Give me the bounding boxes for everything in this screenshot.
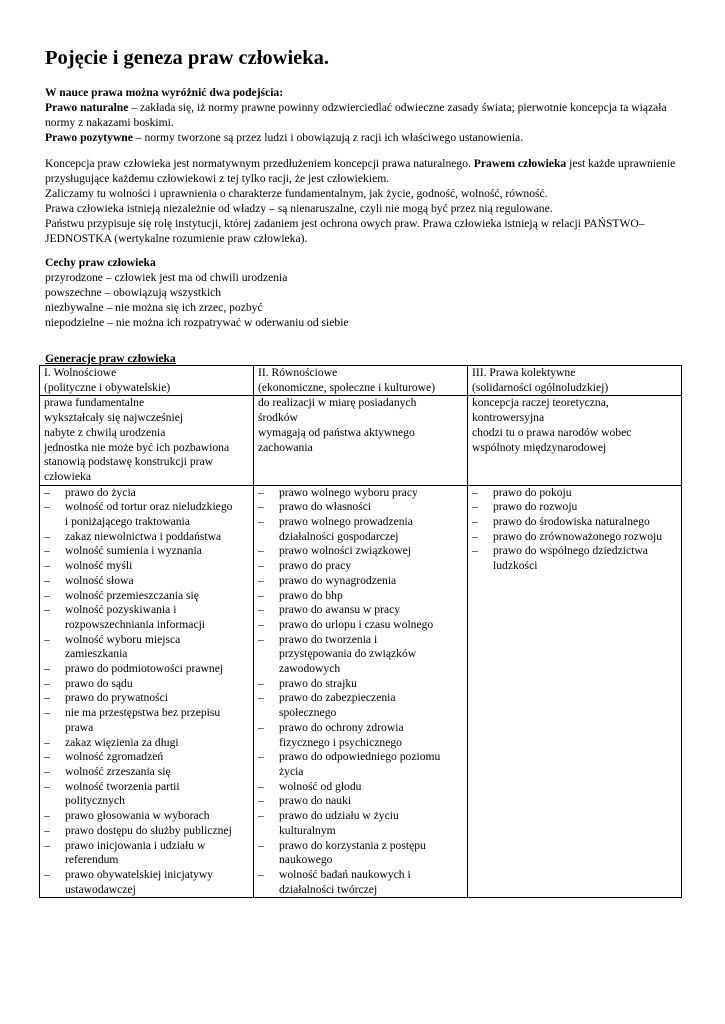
generacje-heading: Generacje praw człowieka (45, 352, 176, 365)
right-text: – prawo wolnego prowadzenia (279, 515, 413, 529)
right-list-item (44, 780, 249, 809)
description-line: zachowania (258, 440, 313, 454)
right-text: – wolność pozyskiwania i (65, 603, 177, 617)
column-description (468, 396, 682, 485)
intro-section (45, 85, 685, 145)
cechy-item: niezbywalne – nie można się ich zrzec, pozbyć (45, 301, 263, 314)
column-description (254, 396, 468, 485)
right-text: – prawo do urlopu i czasu wolnego (279, 617, 434, 631)
right-text: życia (279, 764, 304, 778)
description-line: wspólnoty międzynarodowej (472, 440, 607, 454)
right-text: – prawo do awansu w pracy (279, 603, 401, 617)
right-text: – wolność słowa (65, 573, 134, 587)
column-header: II. Równościowe (ekonomiczne, społeczne i kulturowe) (254, 366, 468, 396)
right-text: – wolność przemieszczania się (65, 588, 199, 602)
right-list-item (258, 721, 463, 750)
right-text: kulturalnym (279, 823, 336, 837)
right-text: – nie ma przestępstwa bez przepisu (65, 706, 221, 720)
description-line: wymagają od państwa aktywnego (258, 425, 415, 439)
right-list-item (44, 530, 249, 545)
right-text: – prawo do sądu (65, 676, 133, 690)
right-text: – wolność wyboru miejsca (65, 632, 181, 646)
right-list-item (258, 486, 463, 501)
right-list-item (44, 559, 249, 574)
description-line: koncepcja raczej teoretyczna, (472, 396, 609, 410)
right-text: – prawo do prywatności (65, 691, 169, 705)
right-text: – prawo wolnego wyboru pracy (279, 485, 418, 499)
right-list-item (44, 677, 249, 692)
right-text: – prawo do środowiska naturalnego (493, 515, 650, 529)
right-list-item (44, 574, 249, 589)
right-text: – wolność zrzeszania się (65, 764, 171, 778)
page-title: Pojęcie i geneza praw człowieka. (45, 47, 330, 69)
right-list-item (258, 589, 463, 604)
right-list-item (258, 515, 463, 544)
right-list-item (258, 603, 463, 618)
koncepcja-paragraph: Prawa człowieka istnieją niezależnie od władzy – są nienaruszalne, czyli nie mogą być przez nią regulowane. (45, 202, 553, 215)
right-text: – prawo inicjowania i udziału w (65, 838, 206, 852)
right-list-item (44, 603, 249, 632)
right-list-item (44, 868, 249, 897)
right-text: – prawo do udziału w życiu (279, 809, 399, 823)
right-list-item (258, 809, 463, 838)
right-list-item (258, 780, 463, 795)
description-line: prawa fundamentalne (44, 396, 145, 410)
intro-heading: W nauce prawa można wyróżnić dwa podejścia: (45, 86, 284, 99)
right-text: działalności gospodarczej (279, 529, 399, 543)
right-text: – wolność badań naukowych i (279, 867, 411, 881)
generacje-table (39, 365, 682, 898)
column-rights-list (40, 485, 254, 898)
koncepcja-section (45, 156, 685, 246)
column-description (40, 396, 254, 485)
right-list-item (472, 544, 677, 573)
right-list-item (44, 765, 249, 780)
koncepcja-paragraph: Koncepcja praw człowieka jest normatywnym przedłużeniem koncepcji prawa naturalnego. Prawem człowieka jest każde uprawnienie przysługujące każdemu człowiekowi z tej tylko racji, że jest człowiekiem. (45, 157, 676, 185)
right-list-item (258, 544, 463, 559)
table-rights-row (40, 485, 682, 898)
right-text: – prawo do ochrony zdrowia (279, 720, 404, 734)
right-list-item (258, 559, 463, 574)
right-text: ludzkości (493, 559, 538, 573)
koncepcja-paragraph: Zaliczamy tu wolności i uprawnienia o charakterze fundamentalnym, jak życie, godność, wolność, równość. (45, 187, 548, 200)
right-text: fizycznego i psychicznego (279, 735, 402, 749)
right-list-item (258, 633, 463, 677)
cechy-item: niepodzielne – nie można ich rozpatrywać w oderwaniu od siebie (45, 316, 349, 329)
table-header-row (40, 366, 682, 396)
right-text: – prawo do podmiotowości prawnej (65, 662, 224, 676)
right-list-item (44, 691, 249, 706)
right-text: – prawo obywatelskiej inicjatywy (65, 867, 214, 881)
right-text: zawodowych (279, 662, 341, 676)
right-list-item (44, 736, 249, 751)
right-list-item (258, 794, 463, 809)
right-list-item (44, 706, 249, 735)
description-line: człowieka (44, 469, 91, 483)
right-list-item (44, 750, 249, 765)
cechy-section (45, 255, 685, 330)
right-list-item (44, 824, 249, 839)
right-list-item (258, 691, 463, 720)
right-text: – wolność od tortur oraz nieludzkiego (65, 500, 233, 514)
right-text: – prawo do życia (65, 485, 136, 499)
right-list-item (472, 515, 677, 530)
right-text: referendum (65, 853, 119, 867)
cechy-heading: Cechy praw człowieka (45, 256, 156, 269)
right-text: – prawo do zabezpieczenia (279, 691, 396, 705)
right-text: – zakaz więzienia za długi (65, 735, 179, 749)
right-text: – prawo dostępu do służby publicznej (65, 823, 232, 837)
right-text: – prawo do nauki (279, 794, 352, 808)
right-text: naukowego (279, 853, 333, 867)
description-line: wykształcały się najwcześniej (44, 411, 184, 425)
definition-prawo-pozytywne: Prawo pozytywne – normy tworzone są przez ludzi i obowiązują z racji ich właściwego ustanowienia. (45, 131, 524, 144)
right-text: – prawo głosowania w wyborach (65, 809, 210, 823)
right-text: zamieszkania (65, 647, 128, 661)
right-text: – zakaz niewolnictwa i poddaństwa (65, 529, 222, 543)
right-text: i poniżającego traktowania (65, 515, 190, 529)
column-rights-list (468, 485, 682, 898)
right-text: – prawo wolności związkowej (279, 544, 411, 558)
right-text: – prawo do tworzenia i (279, 632, 378, 646)
description-line: stanowią podstawę konstrukcji praw (44, 455, 214, 469)
right-text: – wolność tworzenia partii (65, 779, 180, 793)
right-text: – wolność od głodu (279, 779, 362, 793)
column-rights-list (254, 485, 468, 898)
right-text: – prawo do bhp (279, 588, 343, 602)
cechy-item: przyrodzone – człowiek jest ma od chwili urodzenia (45, 271, 288, 284)
right-text: – prawo do wynagrodzenia (279, 573, 397, 587)
description-line: do realizacji w miarę posiadanych (258, 396, 417, 410)
right-list-item (258, 500, 463, 515)
right-list-item (472, 486, 677, 501)
right-list-item (472, 530, 677, 545)
right-text: – wolność sumienia i wyznania (65, 544, 202, 558)
cechy-item: powszechne – obowiązują wszystkich (45, 286, 222, 299)
right-list-item (44, 633, 249, 662)
right-list-item (258, 574, 463, 589)
right-text: – prawo do zrównoważonego rozwoju (493, 529, 663, 543)
right-list-item (472, 500, 677, 515)
right-list-item (258, 618, 463, 633)
right-text: – prawo do odpowiedniego poziomu (279, 750, 441, 764)
description-line: kontrowersyjna (472, 411, 545, 425)
right-text: – prawo do rozwoju (493, 500, 578, 514)
right-text: prawa (65, 720, 94, 734)
right-text: – prawo do pracy (279, 559, 352, 573)
right-text: – prawo do korzystania z postępu (279, 838, 426, 852)
right-list-item (258, 868, 463, 897)
right-list-item (44, 839, 249, 868)
description-line: nabyte z chwilą urodzenia (44, 425, 166, 439)
right-list-item (44, 589, 249, 604)
right-text: rozpowszechniania informacji (65, 617, 206, 631)
right-text: – prawo do strajku (279, 676, 357, 690)
right-list-item (258, 839, 463, 868)
description-line: środków (258, 411, 298, 425)
right-text: – wolność myśli (65, 559, 133, 573)
right-text: przystępowania do związków (279, 647, 417, 661)
right-text: – prawo do własności (279, 500, 372, 514)
right-text: – prawo do pokoju (493, 485, 572, 499)
right-list-item (44, 809, 249, 824)
right-list-item (44, 500, 249, 529)
koncepcja-paragraph: Państwu przypisuje się rolę instytucji, której zadaniem jest ochrona owych praw. Prawa człowieka istnieją w relacji PAŃSTWO–JEDNOSTKA (wertykalne rozumienie praw człowieka). (45, 217, 645, 245)
right-list-item (258, 750, 463, 779)
right-text: – wolność zgromadzeń (65, 750, 164, 764)
right-text: – prawo do wspólnego dziedzictwa (493, 544, 648, 558)
right-list-item (44, 662, 249, 677)
table-description-row (40, 396, 682, 485)
column-header: I. Wolnościowe (polityczne i obywatelskie) (40, 366, 254, 396)
right-text: politycznych (65, 794, 125, 808)
right-text: społecznego (279, 706, 337, 720)
definition-prawo-naturalne: Prawo naturalne – zakłada się, iż normy prawne powinny odzwierciedlać odwieczne zasady świata; pierwotnie koncepcja ta wiązała normy z nakazami boskimi. (45, 101, 667, 129)
right-list-item (44, 486, 249, 501)
description-line: jednostka nie może być ich pozbawiona (44, 440, 230, 454)
right-list-item (258, 677, 463, 692)
right-text: ustawodawczej (65, 882, 136, 896)
right-text: działalności twórczej (279, 882, 378, 896)
column-header: III. Prawa kolektywne (solidarności ogólnoludzkiej) (468, 366, 682, 396)
description-line: chodzi tu o prawa narodów wobec (472, 425, 632, 439)
right-list-item (44, 544, 249, 559)
